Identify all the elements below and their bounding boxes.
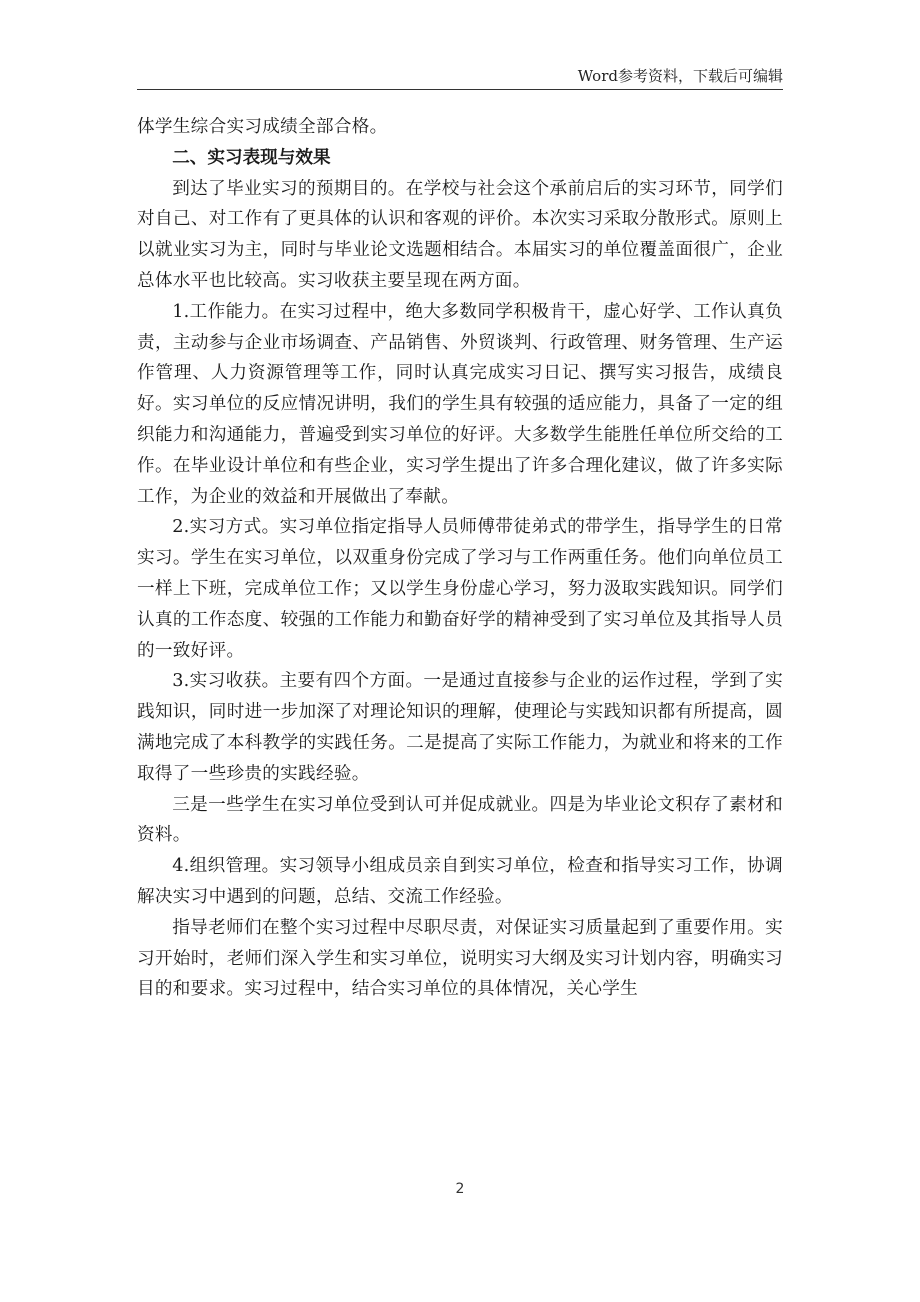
paragraph-internship-gains: 3.实习收获。主要有四个方面。一是通过直接参与企业的运作过程，学到了实践知识，同时进一步加深了对理论知识的理解，使理论与实践知识都有所提高，圆满地完成了本科教学的实践任务。二是提高了实际工作能力，为就业和将来的工作取得了一些珍贵的实践经验。: [137, 671, 783, 784]
paragraph-organization: 4.组织管理。实习领导小组成员亲自到实习单位，检查和指导实习工作，协调解决实习中遇到的问题，总结、交流工作经验。: [137, 856, 783, 907]
page-number: 2: [455, 1181, 465, 1197]
paragraph-intro: 到达了毕业实习的预期目的。在学校与社会这个承前启后的实习环节，同学们对自己、对工作有了更具体的认识和客观的评价。本次实习采取分散形式。原则上以就业实习为主，同时与毕业论文选题相结合。本届实习的单位覆盖面很广，企业总体水平也比较高。实习收获主要呈现在两方面。: [137, 178, 783, 291]
paragraph-internship-mode: 2.实习方式。实习单位指定指导人员师傅带徒弟式的带学生，指导学生的日常实习。学生在实习单位，以双重身份完成了学习与工作两重任务。他们向单位员工一样上下班，完成单位工作；又以学生身份虚心学习，努力汲取实践知识。同学们认真的工作态度、较强的工作能力和勤奋好学的精神受到了实习单位及其指导人员的一致好评。: [137, 517, 783, 661]
paragraph-work-ability: 1.工作能力。在实习过程中，绝大多数同学积极肯干，虚心好学、工作认真负责，主动参与企业市场调查、产品销售、外贸谈判、行政管理、财务管理、生产运作管理、人力资源管理等工作，同时认真完成实习日记、撰写实习报告，成绩良好。实习单位的反应情况讲明，我们的学生具有较强的适应能力，具备了一定的组织能力和沟通能力，普遍受到实习单位的好评。大多数学生能胜任单位所交给的工作。在毕业设计单位和有些企业，实习学生提出了许多合理化建议，做了许多实际工作，为企业的效益和开展做出了奉献。: [137, 301, 783, 507]
paragraph-continuation: 体学生综合实习成绩全部合格。: [137, 117, 388, 137]
header-rule: [137, 89, 783, 90]
paragraph-gains-continued: 三是一些学生在实习单位受到认可并促成就业。四是为毕业论文积存了素材和资料。: [137, 794, 783, 846]
paragraph-instructors: 指导老师们在整个实习过程中尽职尽责，对保证实习质量起到了重要作用。实习开始时，老师们深入学生和实习单位，说明实习大纲及实习计划内容，明确实习目的和要求。实习过程中，结合实习单位的具体情况，关心学生: [137, 917, 783, 1000]
header-note: Word参考资料，下载后可编辑: [577, 67, 783, 85]
body-text: [137, 112, 783, 1005]
section-heading: 二、实习表现与效果: [172, 147, 331, 168]
